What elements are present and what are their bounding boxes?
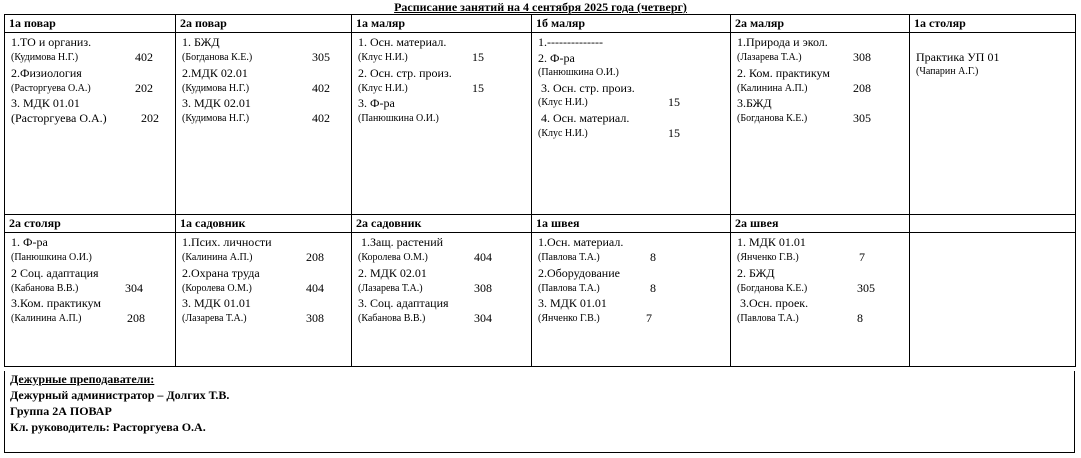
teacher: (Лазарева Т.А.) xyxy=(358,283,423,294)
subject: 1.Природа и экол. xyxy=(737,35,828,49)
group-header: 1а маляр xyxy=(352,15,532,33)
subject: 1. Осн. материал. xyxy=(358,35,447,49)
group-header: 1а садовник xyxy=(176,215,352,233)
schedule-cell xyxy=(5,33,176,215)
teacher: (Калинина А.П.) xyxy=(737,83,808,94)
teacher: (Павлова Т.А.) xyxy=(538,283,600,294)
room: 404 xyxy=(474,250,492,264)
subject: 1.ТО и организ. xyxy=(11,35,92,49)
teacher: (Павлова Т.А.) xyxy=(737,313,799,324)
schedule-cell xyxy=(176,233,352,367)
schedule-cell xyxy=(731,33,910,215)
schedule-cell xyxy=(352,233,532,367)
subject: 3.Осн. проек. xyxy=(740,296,809,310)
room: 402 xyxy=(312,81,330,95)
teacher: (Клус Н.И.) xyxy=(358,83,408,94)
group-header: 2а повар xyxy=(176,15,352,33)
subject: 2 Соц. адаптация xyxy=(11,266,99,280)
subject: 2. БЖД xyxy=(737,266,775,280)
subject: 3. МДК 01.01 xyxy=(538,296,607,310)
room: 8 xyxy=(650,281,656,295)
schedule-cell xyxy=(532,233,731,367)
room: 404 xyxy=(306,281,324,295)
teacher: (Богданова К.Е.) xyxy=(737,113,808,124)
subject: 3. МДК 02.01 xyxy=(182,96,251,110)
group-header: 2а маляр xyxy=(731,15,910,33)
teacher: (Расторгуева О.А.) xyxy=(11,83,91,94)
room: 308 xyxy=(306,311,324,325)
schedule-cell xyxy=(352,33,532,215)
schedule-table xyxy=(4,14,1076,367)
teacher: (Панюшкина О.И.) xyxy=(538,67,619,78)
teacher: (Кудимова Н.Г.) xyxy=(11,52,79,63)
subject: 3. Ф-ра xyxy=(358,96,395,110)
subject: 2.Охрана труда xyxy=(182,266,260,280)
room: 308 xyxy=(853,50,871,64)
room: 8 xyxy=(650,250,656,264)
group-header: 1а столяр xyxy=(910,15,1076,33)
group-header: 2а столяр xyxy=(5,215,176,233)
room: 402 xyxy=(135,50,153,64)
teacher: (Расторгуева О.А.) xyxy=(11,111,107,125)
room: 15 xyxy=(668,126,680,140)
room: 15 xyxy=(472,50,484,64)
teacher: (Клус Н.И.) xyxy=(538,97,588,108)
schedule-cell-empty xyxy=(910,233,1076,367)
subject: 2.МДК 02.01 xyxy=(182,66,248,80)
subject: 2. Осн. стр. произ. xyxy=(358,66,452,80)
page-title: Расписание занятий на 4 сентября 2025 года (четверг) xyxy=(394,0,687,14)
room: 15 xyxy=(472,81,484,95)
room: 208 xyxy=(306,250,324,264)
group-header: 2а садовник xyxy=(352,215,532,233)
curator: Кл. руководитель: Расторгуева О.А. xyxy=(10,420,206,434)
teacher: (Королева О.М.) xyxy=(358,252,428,263)
schedule-cell xyxy=(532,33,731,215)
teacher: (Богданова К.Е.) xyxy=(737,283,808,294)
teacher: (Кудимова Н.Г.) xyxy=(182,83,250,94)
subject: 1. Ф-ра xyxy=(11,235,48,249)
subject: 2. Ф-ра xyxy=(538,51,575,65)
schedule-row-2 xyxy=(5,233,1076,367)
teacher: (Чапарин А.Г.) xyxy=(916,66,979,77)
teacher: (Кабанова В.В.) xyxy=(11,283,79,294)
teacher: (Панюшкина О.И.) xyxy=(358,113,439,124)
schedule-cell xyxy=(910,33,1076,215)
header-row-1 xyxy=(5,15,1076,33)
subject: 4. Осн. материал. xyxy=(541,111,630,125)
room: 7 xyxy=(859,250,865,264)
group-header: 1а швея xyxy=(532,215,731,233)
schedule-row-1 xyxy=(5,33,1076,215)
footer-info xyxy=(4,371,1075,453)
room: 304 xyxy=(125,281,143,295)
duty-teachers-label: Дежурные преподаватели: xyxy=(10,372,155,386)
room: 305 xyxy=(853,111,871,125)
subject: 3.Ком. практикум xyxy=(11,296,101,310)
schedule-cell xyxy=(5,233,176,367)
subject: 2. МДК 02.01 xyxy=(358,266,427,280)
room: 208 xyxy=(127,311,145,325)
teacher: (Янченко Г.В.) xyxy=(737,252,799,263)
subject: Практика УП 01 xyxy=(916,50,1000,64)
room: 305 xyxy=(857,281,875,295)
header-row-2 xyxy=(5,215,1076,233)
schedule-cell xyxy=(176,33,352,215)
subject: 3. МДК 01.01 xyxy=(182,296,251,310)
teacher: (Клус Н.И.) xyxy=(538,128,588,139)
room: 202 xyxy=(141,111,159,125)
room: 308 xyxy=(474,281,492,295)
teacher: (Королева О.М.) xyxy=(182,283,252,294)
group-header xyxy=(910,215,1076,233)
teacher: (Лазарева Т.А.) xyxy=(737,52,802,63)
room: 7 xyxy=(646,311,652,325)
teacher: (Павлова Т.А.) xyxy=(538,252,600,263)
teacher: (Кабанова В.В.) xyxy=(358,313,426,324)
teacher: (Лазарева Т.А.) xyxy=(182,313,247,324)
group-header: 2а швея xyxy=(731,215,910,233)
subject: 2. Ком. практикум xyxy=(737,66,830,80)
subject: 2.Физиология xyxy=(11,66,82,80)
room: 202 xyxy=(135,81,153,95)
room: 15 xyxy=(668,95,680,109)
subject: 1. БЖД xyxy=(182,35,220,49)
teacher: (Янченко Г.В.) xyxy=(538,313,600,324)
teacher: (Кудимова Н.Г.) xyxy=(182,113,250,124)
subject: 1.Псих. личности xyxy=(182,235,272,249)
room: 305 xyxy=(312,50,330,64)
schedule-cell xyxy=(731,233,910,367)
subject: 1.Осн. материал. xyxy=(538,235,624,249)
subject: 3. Осн. стр. произ. xyxy=(541,81,635,95)
room: 304 xyxy=(474,311,492,325)
subject: 1. МДК 01.01 xyxy=(737,235,806,249)
room: 8 xyxy=(857,311,863,325)
subject: 1.Защ. растений xyxy=(361,235,444,249)
group-label: Группа 2А ПОВАР xyxy=(10,404,112,418)
room: 402 xyxy=(312,111,330,125)
duty-admin: Дежурный администратор – Долгих Т.В. xyxy=(10,388,230,402)
subject: 3. Соц. адаптация xyxy=(358,296,449,310)
group-header: 1б маляр xyxy=(532,15,731,33)
teacher: (Калинина А.П.) xyxy=(182,252,253,263)
group-header: 1а повар xyxy=(5,15,176,33)
subject: 2.Оборудование xyxy=(538,266,620,280)
teacher: (Панюшкина О.И.) xyxy=(11,252,92,263)
teacher: (Калинина А.П.) xyxy=(11,313,82,324)
subject: 1.-------------- xyxy=(538,35,603,49)
teacher: (Богданова К.Е.) xyxy=(182,52,253,63)
subject: 3. МДК 01.01 xyxy=(11,96,80,110)
subject: 3.БЖД xyxy=(737,96,772,110)
room: 208 xyxy=(853,81,871,95)
teacher: (Клус Н.И.) xyxy=(358,52,408,63)
